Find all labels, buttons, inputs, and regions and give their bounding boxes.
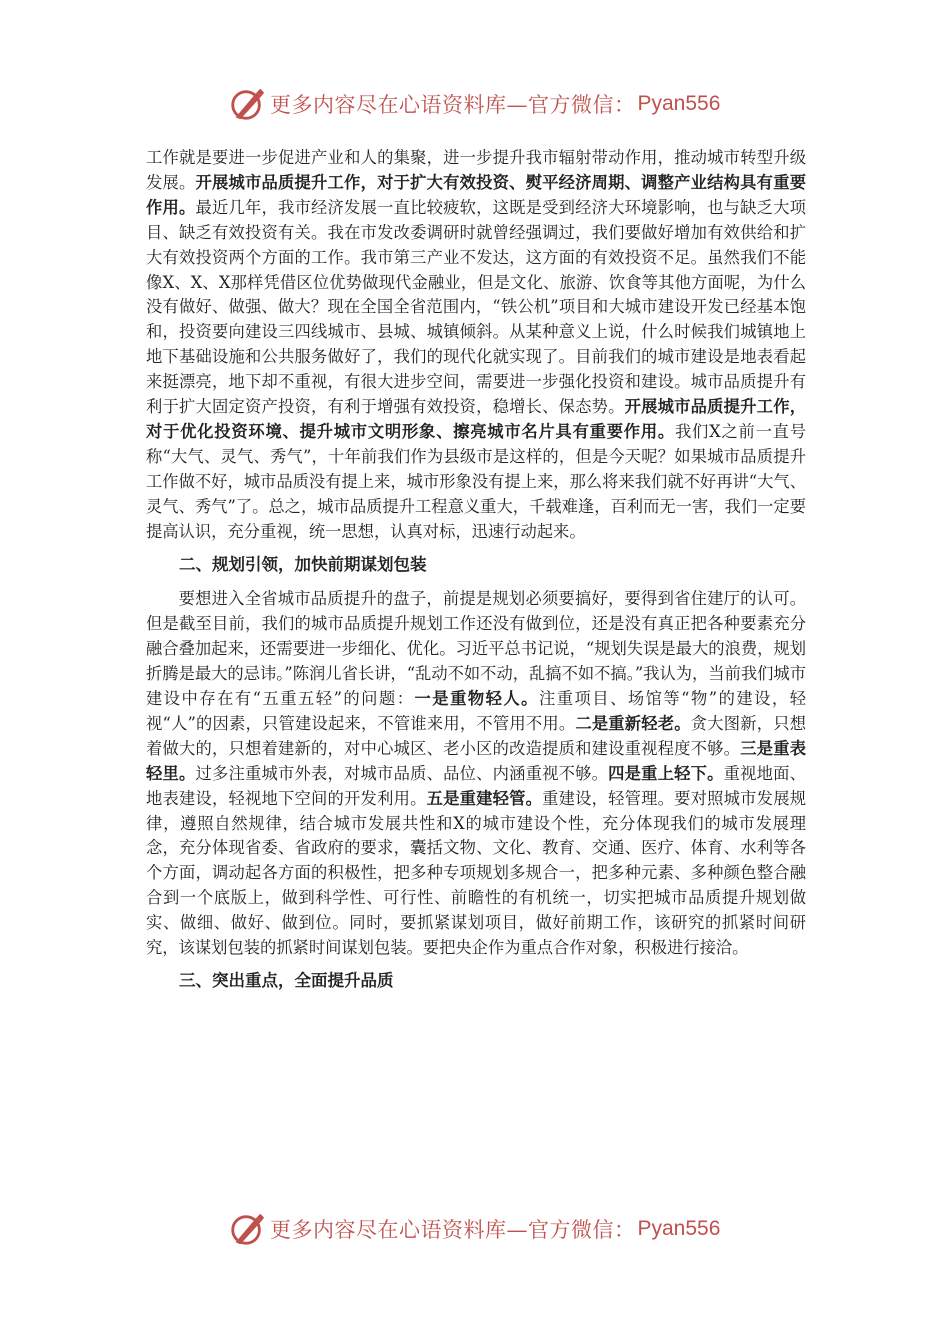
text-run: 过多注重城市外表，对城市品质、品位、内涵重视不够。 [195,763,609,783]
watermark-banner-bottom [0,1207,950,1251]
text-run: 贪大图新，只想着做大的，只想着建新的，对中心城区、老小区的改造提质和建设重视程度不够。 [146,713,806,758]
text-run: 我们X之前一直号称“大气、灵气、秀气”，十年前我们作为县级市是这样的，但是今天呢？如果城市品质提升工作做不好，城市品质没有提上来，城市形象没有提上来，那么将来我们就不好再讲“大气、灵气、秀气”了。总之，城市品质提升工程意义重大，千载难逢，百利而无一害，我们一定要提高认识，充分重视，统一思想，认真对标，迅速行动起来。 [146,421,807,541]
watermark-wechat-id: Pyan556 [637,92,721,115]
section-heading-2: 二、规划引领，加快前期谋划包装 [179,554,427,574]
text-run: 注重项目、场馆等“物”的建设，轻视“人”的因素，只管建设起来，不管谁来用，不管用不用。 [146,689,806,733]
text-run: 要想进入全省城市品质提升的盘子，前提是规划必须要搞好，要得到省住建厅的认可。但是截至目前，我们的城市品质提升规划工作还没有做到位，还是没有真正把各种要素充分融合叠加起来，还需要进一步细化、优化。习近平总书记说，“规划失误是最大的浪费，规划折腾是最大的忌讳。”陈润儿省长讲，“乱动不如不动，乱搞不如不搞。”我认为，当前我们城市建设中存在有“五重五轻”的问题： [146,589,806,709]
paragraph-1 [146,146,806,545]
bold-text-run: 开展城市品质提升工作，对于优化投资环境、提升城市文明形象、擦亮城市名片具有重要作用。 [146,397,806,441]
bold-text-run: 五是重建轻管。 [426,788,543,808]
text-run: 最近几年，我市经济发展一直比较疲软，这既是受到经济大环境影响，也与缺乏大项目、缺乏有效投资有关。我在市发改委调研时就曾经强调过，我们要做好增加有效供给和扩大有效投资两个方面的工作。我市第三产业不发达，这方面的有效投资不足。虽然我们不能像X、X、X那样凭借区位优势做现代金融业，但是文化、旅游、饮食等其他方面呢，为什么没有做好、做强、做大？现在全国全省范围内，“铁公机”项目和大城市建设开发已经基本饱和，投资要向建设三四线城市、县城、城镇倾斜。从某种意义上说，什么时候我们城镇地上地下基础设施和公共服务做好了，我们的现代化就实现了。目前我们的城市建设是地表看起来挺漂亮，地下却不重视，有很大进步空间，需要进一步强化投资和建设。城市品质提升有利于扩大固定资产投资，有利于增强有效投资，稳增长、保态势。 [146,197,806,417]
text-run: 重视地面、地表建设，轻视地下空间的开发利用。 [146,763,806,808]
bold-text-run: 二是重新轻老。 [575,713,691,733]
bold-text-run: 四是重上轻下。 [608,763,724,783]
pen-logo-icon [228,1210,266,1248]
section-heading-3: 三、突出重点，全面提升品质 [179,971,394,990]
watermark-text: 更多内容尽在心语资料库—官方微信： [270,1218,636,1242]
bold-text-run: 三是重表轻里。 [146,738,806,783]
text-run: 重建设，轻管理。要对照城市发展规律，遵照自然规律，结合城市发展共性和X的城市建设个性，充分体现我们的城市发展理念，充分体现省委、省政府的要求，囊括文物、文化、教育、交通、医疗、体育、水利等各个方面，调动起各方面的积极性，把多种专项规划多规合一，把多种元素、多种颜色整合融合到一个底版上，做到科学性、可行性、前瞻性的有机统一，切实把城市品质提升规划做实、做细、做好、做到位。同时，要抓紧谋划项目，做好前期工作，该研究的抓紧时间研究，该谋划包装的抓紧时间谋划包装。要把央企作为重点合作对象，积极进行接洽。 [146,788,806,958]
watermark-banner-top [0,82,950,126]
watermark-wechat-id: Pyan556 [637,1217,721,1240]
document-body [146,146,806,994]
bold-text-run: 开展城市品质提升工作，对于扩大有效投资、熨平经济周期、调整产业结构具有重要作用。 [146,172,806,217]
bold-text-run: 一是重物轻人。 [414,689,539,709]
watermark-text: 更多内容尽在心语资料库—官方微信： [270,93,636,117]
paragraph-2 [146,587,806,961]
text-run: 工作就是要进一步促进产业和人的集聚，进一步提升我市辐射带动作用，推动城市转型升级发展。 [146,148,806,192]
pen-logo-icon [228,85,266,123]
